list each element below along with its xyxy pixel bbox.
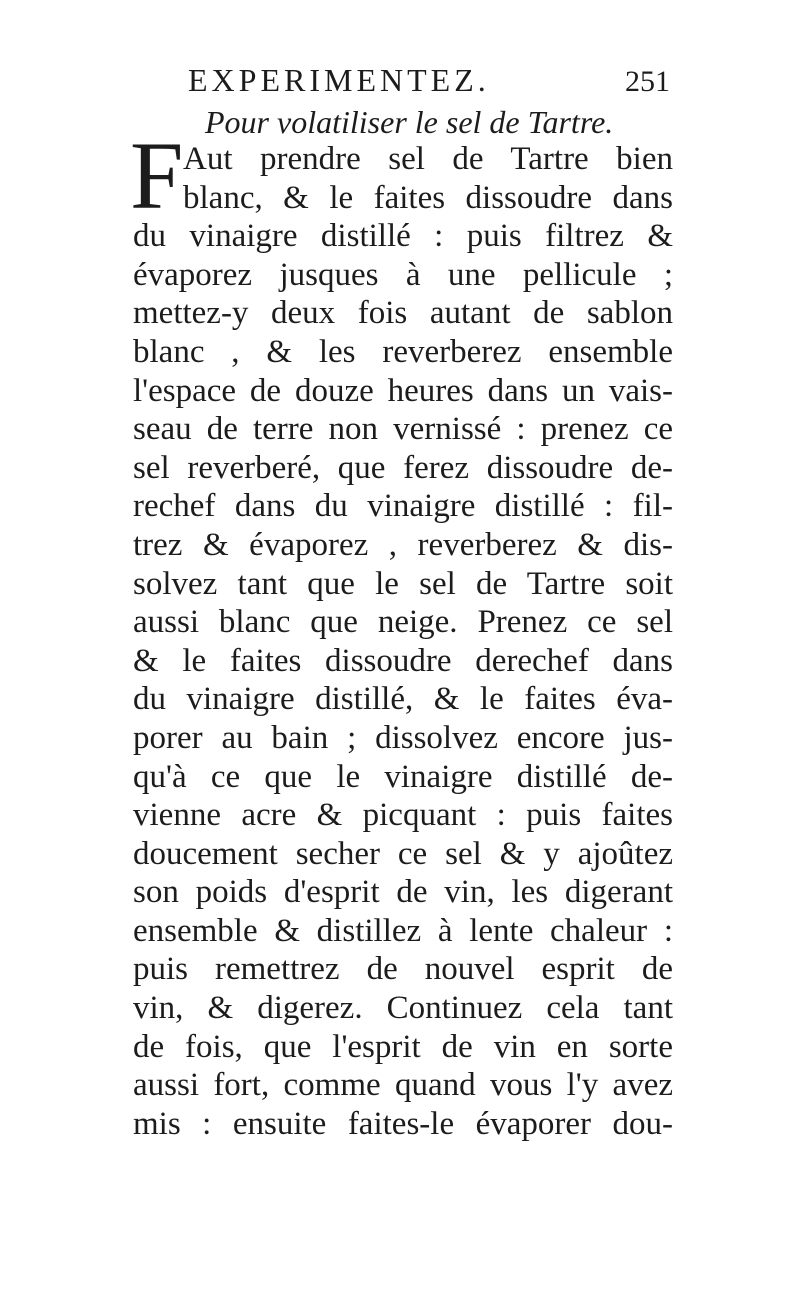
body-text [133, 140, 673, 1143]
text-line: rechef dans du vinaigre distillé : fil- [133, 488, 673, 525]
text-line: doucement secher ce sel & y ajoûtez [133, 835, 673, 872]
text-line: de fois, que l'esprit de vin en sorte [133, 1028, 673, 1065]
text-line: aussi fort, comme quand vous l'y avez [133, 1067, 673, 1104]
text-line: mis : ensuite faites-le évaporer dou- [133, 1105, 673, 1142]
page-number: 251 [625, 65, 670, 98]
text-line: mettez-y deux fois autant de sablon [133, 295, 673, 332]
text-line: vienne acre & picquant : puis faites [133, 797, 673, 834]
text-line: vin, & digerez. Continuez cela tant [133, 990, 673, 1027]
running-title: EXPERIMENTEZ. [188, 62, 490, 98]
text-line: aussi blanc que neige. Prenez ce sel [133, 604, 673, 641]
text-line: blanc , & les reverberez ensemble [133, 333, 673, 370]
running-head [130, 60, 670, 102]
text-line: l'espace de douze heures dans un vais- [133, 372, 673, 409]
text-line: sel reverberé, que ferez dissoudre de- [133, 449, 673, 486]
text-line: qu'à ce que le vinaigre distillé de- [133, 758, 673, 795]
text-line: du vinaigre distillé, & le faites éva- [133, 681, 673, 718]
section-heading: Pour volatiliser le sel de Tartre. [205, 104, 614, 140]
text-line: & le faites dissoudre derechef dans [133, 642, 673, 679]
text-line: son poids d'esprit de vin, les digerant [133, 874, 673, 911]
text-line: évaporez jusques à une pellicule ; [133, 256, 673, 293]
drop-cap: F [130, 122, 184, 229]
text-line: Aut prendre sel de Tartre bien [183, 141, 673, 177]
text-line: porer au bain ; dissolvez encore jus- [133, 719, 673, 756]
text-line: du vinaigre distillé : puis filtrez & [133, 218, 673, 255]
text-line: blanc, & le faites dissoudre dans [183, 179, 673, 216]
text-line: ensemble & distillez à lente chaleur : [133, 912, 673, 949]
text-line: trez & évaporez , reverberez & dis- [133, 526, 673, 563]
text-line: solvez tant que le sel de Tartre soit [133, 565, 673, 602]
text-line: seau de terre non vernissé : prenez ce [133, 411, 673, 448]
text-line: puis remettrez de nouvel esprit de [133, 951, 673, 988]
